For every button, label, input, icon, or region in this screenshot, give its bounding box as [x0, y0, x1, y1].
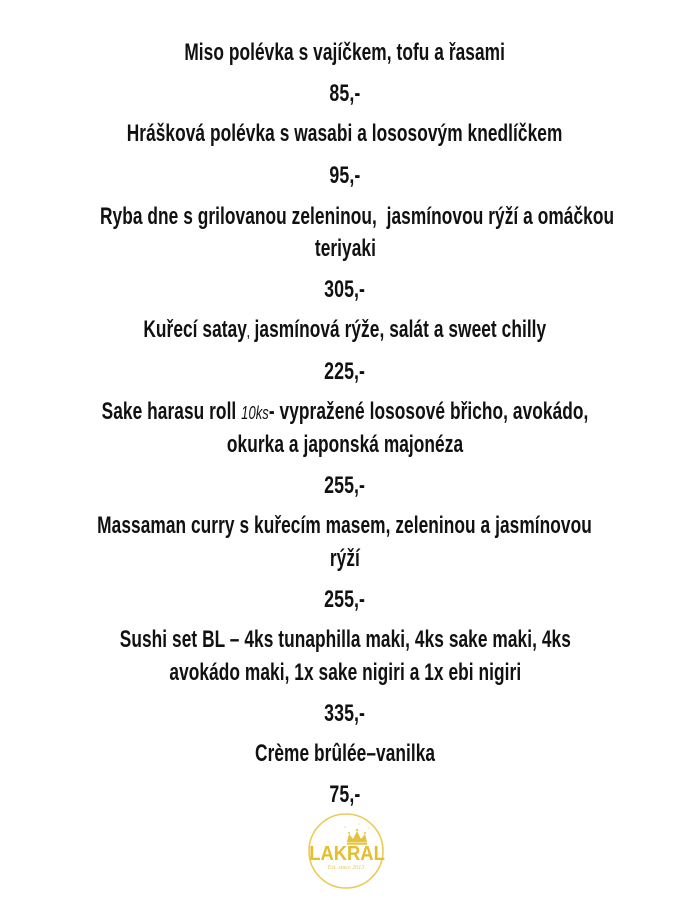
menu-item-name-text: Crème brûlée–vanilka	[254, 740, 436, 767]
crown-icon	[344, 823, 369, 844]
menu-item-name-text: okurka a japonská majonéza	[226, 431, 464, 458]
price-text: 255,-	[324, 586, 366, 613]
price-text: 255,-	[324, 472, 366, 499]
menu-item-name-text: Miso polévka s vajíčkem, tofu a řasami	[184, 39, 506, 66]
menu-item-6-price	[0, 587, 690, 613]
price-text: 305,-	[324, 276, 366, 303]
menu-item-name-text: Sushi set BL – 4ks tunaphilla maki, 4ks sake maki, 4ks	[119, 626, 571, 653]
name-part: Sake harasu roll	[101, 398, 242, 425]
name-part: jasmínová rýže, salát a sweet chilly	[249, 316, 547, 343]
menu-item-5-name-line-1	[0, 399, 690, 425]
menu-item-name-text: Massaman curry s kuřecím masem, zeleninou a jasmínovou	[97, 512, 593, 539]
price-text: 75,-	[329, 781, 361, 808]
menu-item-4-price	[0, 359, 690, 385]
price-text: 335,-	[324, 700, 366, 727]
menu-item-5-price	[0, 473, 690, 499]
menu-item-6-name-line-1	[0, 513, 690, 539]
name-part: - vypražené lososové břicho, avokádo,	[268, 398, 589, 425]
menu-item-7-name-line-1	[0, 627, 690, 653]
logo-tagline: Est. since 2013	[327, 865, 365, 871]
menu-item-name-text: avokádo maki, 1x sake nigiri a 1x ebi nigiri	[169, 659, 521, 686]
piece-count: 10ks	[241, 403, 269, 423]
menu-item-8-name	[0, 741, 690, 767]
menu-item-name-text: Hrášková polévka s wasabi a lososovým knedlíčkem	[127, 120, 563, 147]
lakral-logo	[306, 812, 386, 890]
menu-item-7-price	[0, 701, 690, 727]
price-text: 85,-	[329, 80, 361, 107]
price-text: 225,-	[324, 358, 366, 385]
menu-item-name-text: teriyaki	[314, 235, 376, 262]
menu-item-4-name	[0, 317, 690, 343]
menu-item-3-name-line-1	[0, 204, 690, 230]
name-part: Kuřecí satay	[143, 316, 248, 343]
menu-item-3-name-line-2	[0, 236, 690, 262]
price-text: 95,-	[329, 162, 361, 189]
menu-item-2-name	[0, 121, 690, 147]
menu-item-1-price	[0, 81, 690, 107]
menu-item-5-name-line-2	[0, 432, 690, 458]
menu-item-8-price	[0, 782, 690, 808]
menu-item-name-text: rýží	[329, 545, 361, 572]
menu-item-7-name-line-2	[0, 660, 690, 686]
menu-item-1-name	[0, 40, 690, 66]
menu-item-name-text	[144, 317, 547, 346]
menu-item-name-text	[102, 399, 589, 426]
small-comma: ,	[247, 325, 250, 340]
menu-item-6-name-line-2	[0, 546, 690, 572]
logo-name: LAKRAL	[309, 843, 385, 865]
menu-item-2-price	[0, 163, 690, 189]
menu-item-3-price	[0, 277, 690, 303]
menu-item-name-text: Ryba dne s grilovanou zeleninou, jasmínovou rýží a omáčkou	[99, 203, 615, 230]
